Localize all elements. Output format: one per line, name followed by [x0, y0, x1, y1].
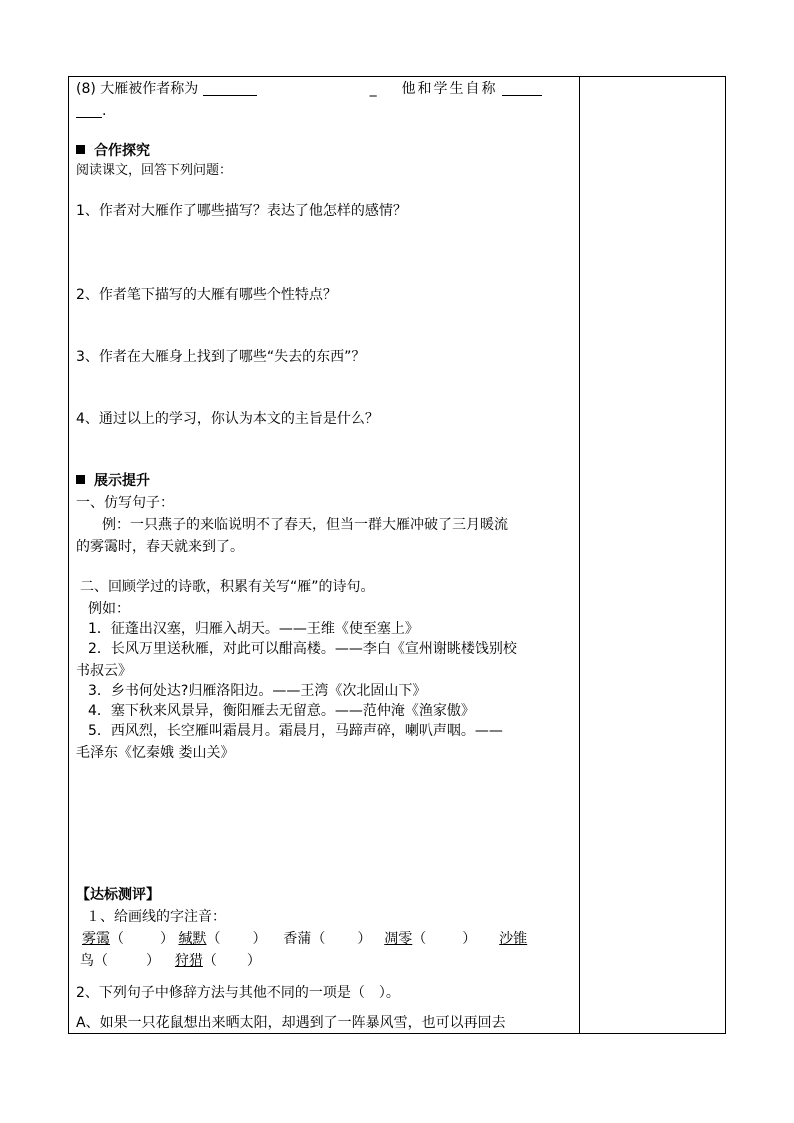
hezuo-title: 合作探究 — [94, 143, 150, 159]
dabiao-title: 【达标测评】 — [76, 887, 160, 903]
word-shazhui: 沙锥 — [499, 931, 528, 947]
zhanshi-example-line2: 的雾霭时，春天就来到了。 — [76, 539, 244, 555]
q8-text2: 他和学生自称 — [401, 81, 498, 97]
hezuo-intro: 阅读课文，回答下列问题： — [76, 163, 233, 178]
word-shoulie: 狩猎 — [174, 953, 203, 969]
word-wuai: 雾霭 — [82, 931, 110, 947]
word-xiangpu: 香蒲 — [283, 931, 312, 947]
pinyin-row-1: 雾霭（ ） 缄默（ ） 香蒲（ ） 凋零（ ） 沙锥 — [82, 931, 528, 947]
zhanshi-part1-title: 一、仿写句子： — [76, 495, 174, 511]
dabiao-q2: 2、下列句子中修辞方法与其他不同的一项是（ ）。 — [76, 985, 400, 1001]
q8-text1: (8) 大雁被作者称为 — [76, 81, 199, 97]
pinyin-row-2: 鸟（ ） 狩猎（ ） — [80, 953, 261, 969]
poem-line-5-cont: 毛泽东《忆秦娥 娄山关》 — [76, 745, 235, 761]
poem-line-5: 5．西风烈，长空雁叫霜晨月。霜晨月，马蹄声碎，喇叭声咽。—— — [88, 723, 503, 739]
zhanshi-example-label: 例如： — [88, 601, 130, 617]
zhanshi-title: 展示提升 — [94, 473, 150, 489]
hezuo-q1: 1、作者对大雁作了哪些描写？表达了他怎样的感情？ — [76, 203, 407, 219]
word-diaoling: 凋零 — [384, 931, 413, 947]
poem-line-3: 3．乡书何处达?归雁洛阳边。——王湾《次北固山下》 — [88, 683, 427, 699]
q8-mid-mark: _ — [369, 81, 377, 97]
q8-line — [76, 78, 542, 100]
hezuo-q3: 3、作者在大雁身上找到了哪些“失去的东西”？ — [76, 349, 366, 365]
poem-line-4: 4．塞下秋来风景异，衡阳雁去无留意。——范仲淹《渔家傲》 — [88, 703, 475, 719]
poem-line-1: 1．征蓬出汉塞，归雁入胡天。——王维《使至塞上》 — [88, 621, 419, 637]
q8-blank-1[interactable] — [203, 81, 257, 96]
word-jianmo: 缄默 — [178, 931, 207, 947]
dabiao-option-a: A、如果一只花鼠想出来晒太阳，却遇到了一阵暴风雪，也可以再回去 — [76, 1015, 506, 1031]
column-divider — [579, 76, 580, 1034]
poem-line-2-cont: 书叔云》 — [76, 663, 132, 679]
square-bullet-icon — [76, 475, 85, 484]
zhanshi-part2-title: 二、回顾学过的诗歌，积累有关写“雁”的诗句。 — [80, 579, 375, 595]
poem-line-2: 2．长风万里送秋雁，对此可以酣高楼。——李白《宣州谢眺楼饯别校 — [88, 641, 517, 657]
zhanshi-heading — [76, 470, 150, 492]
q8-cont-end: . — [102, 103, 107, 119]
word-niao: 鸟 — [80, 953, 94, 969]
hezuo-heading — [76, 140, 150, 162]
q8-blank-2[interactable] — [502, 81, 542, 96]
zhanshi-example-line1: 例：一只燕子的来临说明不了春天，但当一群大雁冲破了三月暖流 — [102, 517, 508, 533]
hezuo-q4: 4、通过以上的学习，你认为本文的主旨是什么？ — [76, 411, 379, 427]
hezuo-q2: 2、作者笔下描写的大雁有哪些个性特点？ — [76, 287, 337, 303]
dabiao-q1-title: １、给画线的字注音： — [86, 909, 226, 925]
square-bullet-icon — [76, 145, 85, 154]
q8-cont-line — [76, 100, 106, 122]
q8-blank-cont[interactable] — [76, 103, 102, 118]
